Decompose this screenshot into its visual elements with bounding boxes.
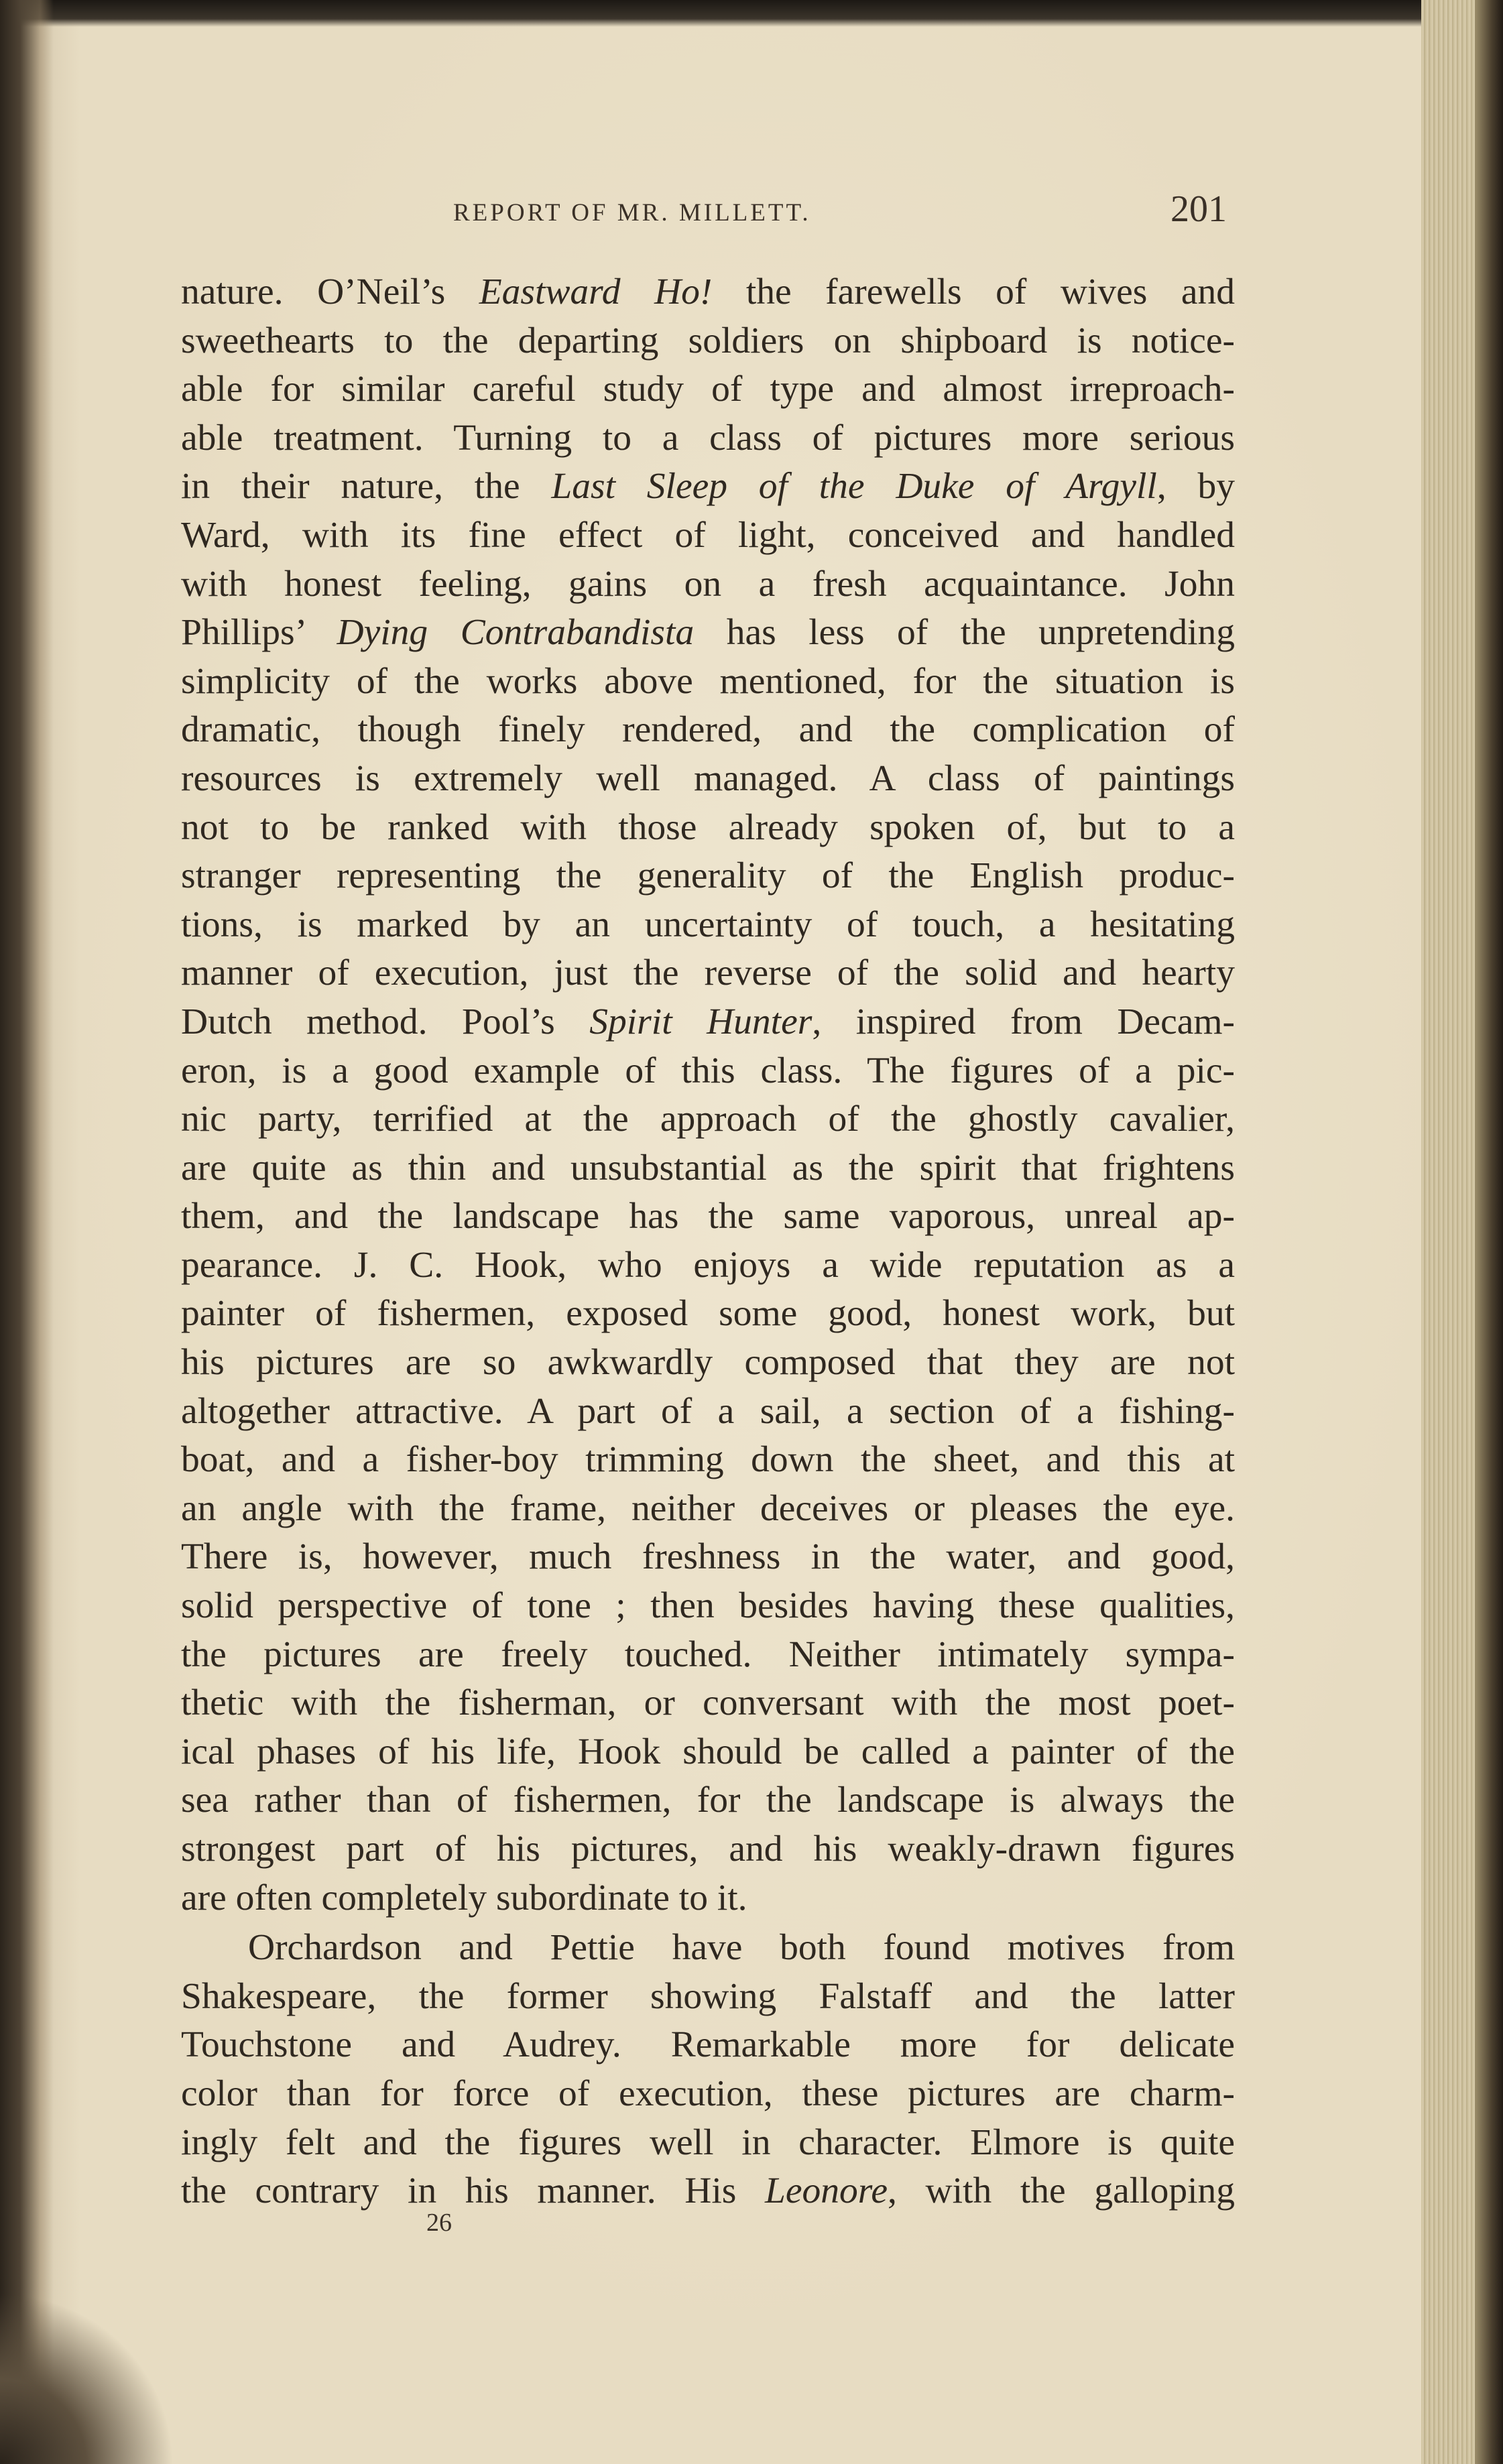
text-line: stranger representing the generality of the English produc- [181,855,1235,897]
text-line: manner of execution, just the reverse of the solid and hearty [181,952,1235,994]
text-line: dramatic, though finely rendered, and the complication of [181,709,1235,751]
running-head: REPORT OF MR. MILLETT. [453,199,811,227]
text-line: tions, is marked by an uncertainty of touch, a hesitating [181,904,1235,945]
text-line: Orchardson and Pettie have both found motives from [248,1927,1235,1969]
text-line: his pictures are so awkwardly composed that they are not [181,1342,1235,1383]
text-line: are quite as thin and unsubstantial as the spirit that frightens [181,1147,1235,1188]
text-line: in their nature, the Last Sleep of the Duke of Argyll, by [181,466,1235,507]
signature-mark: 26 [426,2209,452,2237]
text-line: sweethearts to the departing soldiers on shipboard is notice- [181,320,1235,361]
text-line: them, and the landscape has the same vaporous, unreal ap- [181,1196,1235,1237]
text-line: sea rather than of fishermen, for the landscape is always the [181,1780,1235,1821]
text-line: ingly felt and the figures well in character. Elmore is quite [181,2121,1235,2163]
text-line: able treatment. Turning to a class of pictures more serious [181,417,1235,458]
body-text [181,268,1235,2216]
text-line: Shakespeare, the former showing Falstaff and the latter [181,1975,1235,2017]
text-line: resources is extremely well managed. A class of paintings [181,757,1235,799]
text-line: painter of fishermen, exposed some good, honest work, but [181,1293,1235,1335]
text-line: nic party, terrified at the approach of the ghostly cavalier, [181,1099,1235,1140]
text-line: ical phases of his life, Hook should be called a painter of the [181,1731,1235,1772]
page-bottom-left-curl [0,2292,174,2464]
text-line: an angle with the frame, neither deceives or pleases the eye. [181,1487,1235,1529]
text-line: not to be ranked with those already spoken of, but to a [181,806,1235,848]
text-line: pearance. J. C. Hook, who enjoys a wide reputation as a [181,1244,1235,1286]
text-line: simplicity of the works above mentioned, for the situation is [181,660,1235,702]
text-line: Touchstone and Audrey. Remarkable more for delicate [181,2024,1235,2066]
text-line: nature. O’Neil’s Eastward Ho! the farewells of wives and [181,271,1235,312]
text-line: There is, however, much freshness in the water, and good, [181,1536,1235,1578]
text-line: are often completely subordinate to it. [181,1877,747,1918]
text-line: solid perspective of tone ; then besides having these qualities, [181,1585,1235,1627]
text-line: the pictures are freely touched. Neither intimately sympa- [181,1634,1235,1675]
text-line: with honest feeling, gains on a fresh acquaintance. John [181,563,1235,605]
text-line: eron, is a good example of this class. The figures of a pic- [181,1050,1235,1091]
text-line: able for similar careful study of type and almost irreproach- [181,369,1235,410]
binding-top-edge [0,0,1503,27]
page-stack-shadow [1475,0,1503,2464]
text-line: Ward, with its fine effect of light, conceived and handled [181,514,1235,556]
page-left-curl [0,0,54,2464]
text-line: boat, and a fisher-boy trimming down the sheet, and this at [181,1439,1235,1481]
text-line: the contrary in his manner. His Leonore, with the galloping [181,2170,1235,2212]
text-line: altogether attractive. A part of a sail, a section of a fishing- [181,1390,1235,1432]
text-line: thetic with the fisherman, or conversant with the most poet- [181,1682,1235,1724]
text-line: color than for force of execution, these pictures are charm- [181,2073,1235,2114]
page-number: 201 [1170,188,1227,230]
text-line: Dutch method. Pool’s Spirit Hunter, inspired from Decam- [181,1001,1235,1042]
text-line: strongest part of his pictures, and his weakly-drawn figures [181,1829,1235,1869]
text-line: Phillips’ Dying Contrabandista has less of the unpretending [181,612,1235,654]
